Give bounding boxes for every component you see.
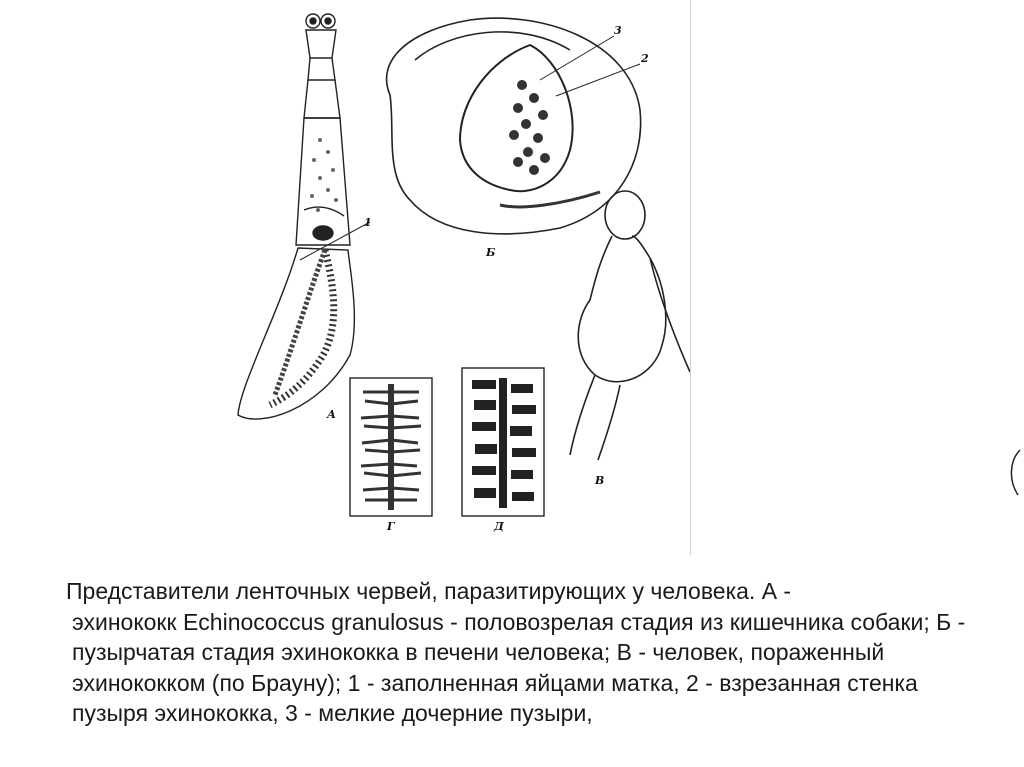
cropped-figure-fragment [1000, 440, 1024, 500]
liver-cyst-drawing [387, 18, 641, 234]
tapeworm-drawing [238, 14, 370, 419]
label-1: 1 [364, 216, 372, 229]
caption-body: эхинококк Echinococcus granulosus - половозрелая стадия из кишечника собаки; Б - пузырчатая стадия эхинококка в печени человека; В - человек, пораженный эхинококком (по Брауну); 1 - заполненная яйцами матка, 2 - взрезанная стенка пузыря эхинококка, 3 - мелкие дочерние пузыри, [72, 608, 966, 727]
caption-line-1: Представители ленточных червей, паразитирующих у человека. А - [66, 578, 792, 604]
label-2: 2 [641, 52, 649, 65]
label-d: Д [494, 520, 504, 533]
echinococcus-illustration [200, 0, 700, 555]
figure-caption [66, 576, 966, 729]
label-b: Б [486, 246, 496, 259]
figure-divider [690, 0, 691, 555]
label-3: 3 [614, 24, 622, 37]
label-a: А [327, 408, 336, 421]
label-v: В [595, 474, 605, 487]
uterus-drawing-g [350, 378, 432, 516]
uterus-drawing-d [462, 368, 544, 516]
infected-person-drawing [570, 191, 690, 460]
label-g: Г [387, 520, 395, 533]
